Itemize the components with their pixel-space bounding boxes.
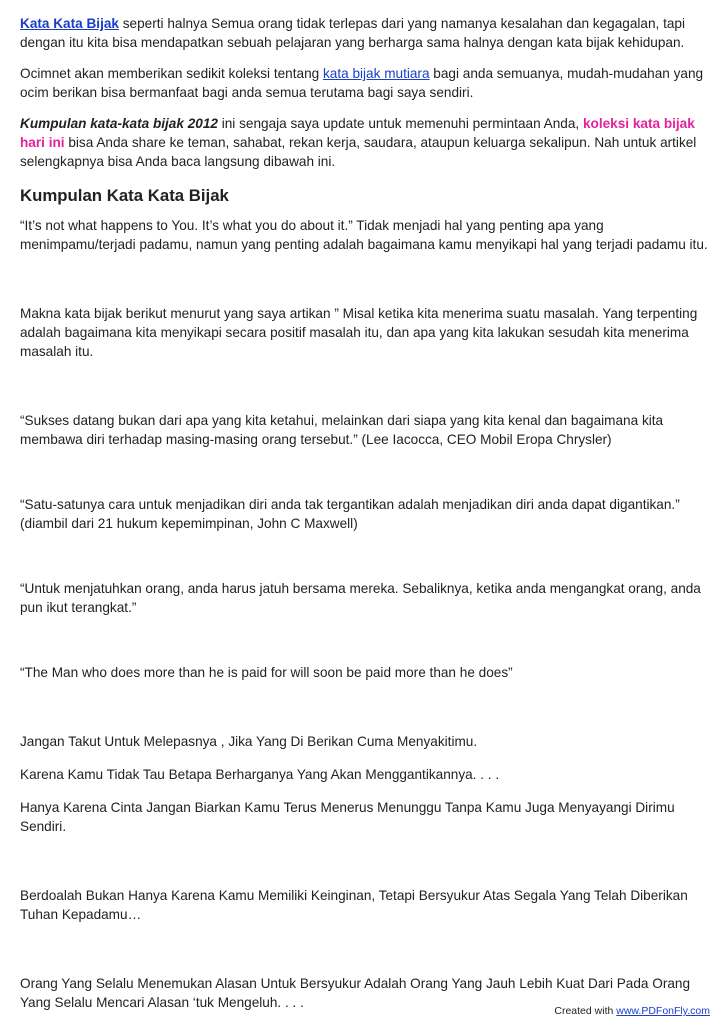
document-page: [20, 14, 710, 1012]
footer-prefix: Created with: [554, 1005, 617, 1017]
quote-5: “Untuk menjatuhkan orang, anda harus jatuh bersama mereka. Sebaliknya, ketika anda mengangkat orang, anda pun ikut terangkat.”: [20, 581, 701, 615]
intro-paragraph-3-after: bisa Anda share ke teman, sahabat, rekan kerja, saudara, ataupun keluarga sekalipun. Nah untuk artikel selengkapnya bisa Anda baca langsung dibawah ini.: [20, 135, 697, 169]
quote-8: Karena Kamu Tidak Tau Betapa Berharganya Yang Akan Menggantikannya. . . .: [20, 767, 500, 782]
quote-6: “The Man who does more than he is paid for will soon be paid more than he does”: [20, 665, 513, 680]
intro-paragraph-3-emphasis: Kumpulan kata-kata bijak 2012: [20, 116, 218, 131]
kata-kata-bijak-link[interactable]: Kata Kata Bijak: [20, 16, 119, 31]
pdfonfly-link[interactable]: www.PDFonFly.com: [616, 1005, 710, 1017]
intro-paragraph-2: [20, 64, 710, 102]
intro-paragraph-1-text: seperti halnya Semua orang tidak terlepas dari yang namanya kesalahan dan kegagalan, tapi dengan itu kita bisa mendapatkan sebuah pelajaran yang berharga sama halnya dengan kata bijak kehidupan.: [20, 16, 686, 50]
intro-paragraph-1: [20, 14, 710, 52]
quote-1: “It’s not what happens to You. It’s what you do about it.” Tidak menjadi hal yang penting apa yang menimpamu/terjadi padamu, namun yang penting adalah bagaimana kamu menyikapi hal yang terjadi padamu itu.: [20, 218, 708, 252]
intro-paragraph-2-after: bagi anda semuanya, mudah-mudahan yang ocim berikan bisa bermanfaat bagi anda semua terutama bagi saya sendiri.: [20, 66, 704, 100]
quote-9: Hanya Karena Cinta Jangan Biarkan Kamu Terus Menerus Menunggu Tanpa Kamu Juga Menyayangi Dirimu Sendiri.: [20, 800, 675, 834]
quote-10: Berdoalah Bukan Hanya Karena Kamu Memiliki Keinginan, Tetapi Bersyukur Atas Segala Yang Telah Diberikan Tuhan Kepadamu…: [20, 888, 688, 922]
koleksi-highlight: koleksi kata bijak hari ini: [20, 116, 695, 150]
intro-paragraph-3: [20, 114, 710, 171]
quote-7: Jangan Takut Untuk Melepasnya , Jika Yang Di Berikan Cuma Menyakitimu.: [20, 734, 478, 749]
quote-4: “Satu-satunya cara untuk menjadikan diri anda tak tergantikan adalah menjadikan diri anda dapat digantikan.” (diambil dari 21 hukum kepemimpinan, John C Maxwell): [20, 497, 680, 531]
intro-paragraph-3-mid: ini sengaja saya update untuk memenuhi permintaan Anda,: [217, 116, 583, 131]
quote-11: Orang Yang Selalu Menemukan Alasan Untuk Bersyukur Adalah Orang Yang Jauh Lebih Kuat Dari Pada Orang Yang Selalu Mencari Alasan ‘tuk Mengeluh. . . .: [20, 976, 691, 1010]
kata-bijak-mutiara-link[interactable]: kata bijak mutiara: [322, 66, 430, 81]
quote-3: “Sukses datang bukan dari apa yang kita ketahui, melainkan dari siapa yang kita kenal dan bagaimana kita membawa diri terhadap masing-masing orang tersebut.” (Lee Iacocca, CEO Mobil Eropa Chrysler): [20, 413, 664, 447]
footer-credit: [554, 1005, 710, 1017]
intro-paragraph-2-before: Ocimnet akan memberikan sedikit koleksi tentang: [20, 66, 323, 81]
quote-2: Makna kata bijak berikut menurut yang saya artikan ” Misal ketika kita menerima suatu masalah. Yang terpenting adalah bagaimana kita menyikapi secara positif masalah itu, dan apa yang kita lakukan sesudah kita menerima masalah itu.: [20, 306, 698, 359]
section-heading: Kumpulan Kata Kata Bijak: [20, 186, 229, 205]
